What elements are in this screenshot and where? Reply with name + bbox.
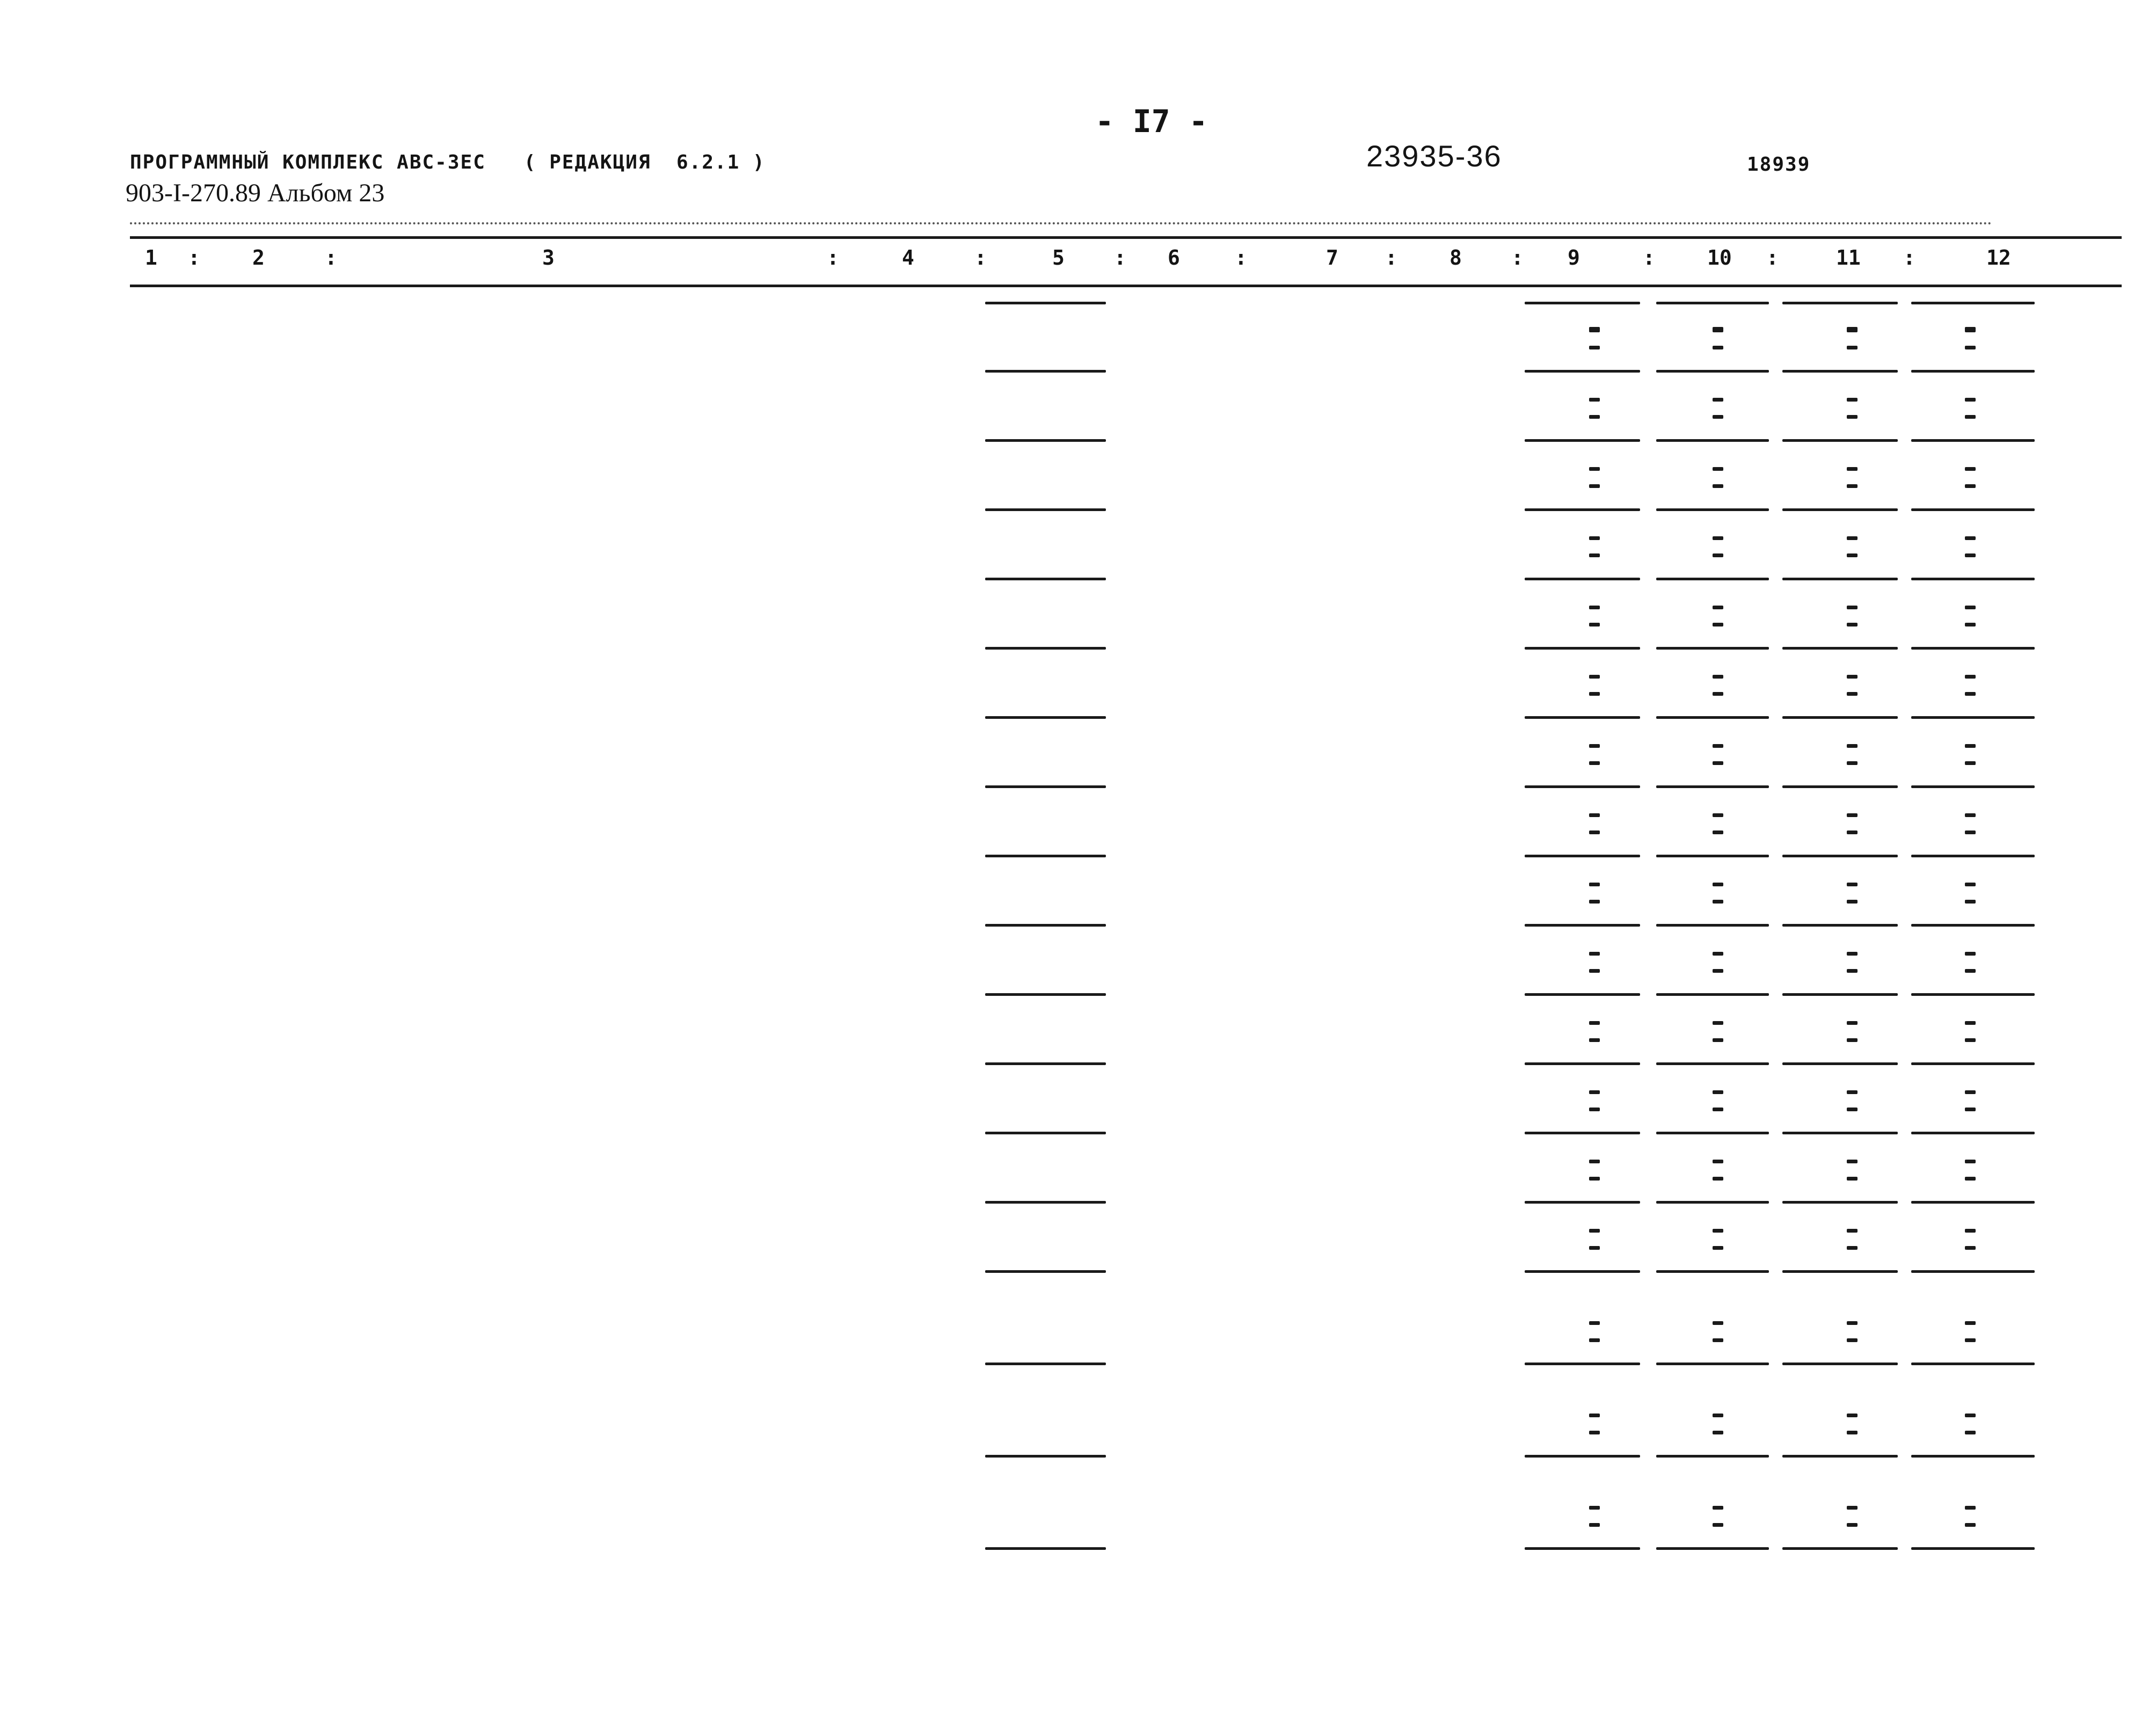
header-rule-top [130,236,2122,239]
col12-dash-u12 [1965,1177,1976,1181]
col11-rule [1782,1201,1898,1204]
col5-rule [985,1132,1106,1134]
col12-rule [1911,302,2035,304]
col12-dash-u6 [1965,761,1976,765]
col11-rule [1782,1363,1898,1365]
col5-rule [985,508,1106,511]
col11-dash-t1 [1847,398,1858,402]
col12-dash-u10 [1965,1038,1976,1042]
col10-rule [1656,1132,1769,1134]
col10-rule [1656,716,1769,719]
col11-rule [1782,647,1898,650]
col11-dash-u6 [1847,761,1858,765]
col9-dash-u4 [1589,623,1600,626]
col5-rule [985,924,1106,927]
column-separator: : [1903,246,1915,269]
col9-dash-t11 [1589,1090,1600,1094]
col9-dash-u8 [1589,900,1600,904]
col9-rule [1525,439,1640,442]
col5-rule [985,1363,1106,1365]
col10-dash-t11 [1713,1090,1723,1094]
col10-dash-u1 [1713,415,1723,419]
column-separator: : [188,246,200,269]
col9-rule [1525,924,1640,927]
col12-dash-u5 [1965,692,1976,696]
col9-dash-t10 [1589,1021,1600,1025]
col10-dash-t7 [1713,813,1723,817]
col12-dash-u16 [1965,1523,1976,1527]
column-separator: : [325,246,337,269]
col10-dash-t4 [1713,606,1723,609]
col12-dash-t1 [1965,398,1976,402]
col12-rule [1911,1132,2035,1134]
col10-dash-u14 [1713,1338,1723,1342]
col9-dash-u2 [1589,484,1600,488]
col12-rule [1911,578,2035,580]
col9-rule [1525,1201,1640,1204]
column-number-5: 5 [1052,246,1065,269]
column-separator: : [1766,246,1779,269]
col11-dash-u2 [1847,484,1858,488]
col9-dash-t6 [1589,744,1600,748]
col9-rule [1525,1363,1640,1365]
col9-rule [1525,578,1640,580]
col10-rule [1656,647,1769,650]
col10-dash-t3 [1713,536,1723,540]
col10-dash-t0 [1713,329,1723,332]
col12-rule [1911,716,2035,719]
col5-rule [985,439,1106,442]
col10-rule [1656,439,1769,442]
column-separator: : [1235,246,1247,269]
col12-rule [1911,1270,2035,1273]
col11-rule [1782,716,1898,719]
column-separator: : [1643,246,1655,269]
col10-rule [1656,993,1769,996]
col5-rule [985,1455,1106,1458]
col9-dash-u5 [1589,692,1600,696]
program-title: ПРОГРАММНЫЙ КОМПЛЕКС АВС-ЗЕС ( РЕДАКЦИЯ 6.2.1 ) [130,151,766,173]
col10-rule [1656,785,1769,788]
col11-dash-u16 [1847,1523,1858,1527]
col12-dash-u2 [1965,484,1976,488]
col10-rule [1656,1201,1769,1204]
col11-rule [1782,302,1898,304]
col5-rule [985,578,1106,580]
col9-rule [1525,716,1640,719]
col11-dash-u8 [1847,900,1858,904]
col10-dash-t2 [1713,467,1723,471]
sheet-code: 18939 [1747,154,1811,176]
column-separator: : [1511,246,1524,269]
col12-dash-u4 [1965,623,1976,626]
col11-dash-u5 [1847,692,1858,696]
column-number-6: 6 [1168,246,1180,269]
col12-dash-u8 [1965,900,1976,904]
col9-dash-t1 [1589,398,1600,402]
col9-rule [1525,785,1640,788]
column-number-2: 2 [252,246,265,269]
column-separator: : [974,246,987,269]
col11-dash-u3 [1847,553,1858,557]
col10-dash-u7 [1713,830,1723,834]
col11-dash-t2 [1847,467,1858,471]
col9-dash-t16 [1589,1506,1600,1510]
column-number-11: 11 [1836,246,1861,269]
col12-dash-u9 [1965,969,1976,973]
col10-dash-u16 [1713,1523,1723,1527]
col9-dash-t3 [1589,536,1600,540]
col9-dash-u16 [1589,1523,1600,1527]
col9-rule [1525,1132,1640,1134]
col10-rule [1656,302,1769,304]
col12-dash-u0 [1965,346,1976,349]
col11-dash-t5 [1847,675,1858,679]
col10-rule [1656,1547,1769,1550]
col11-rule [1782,1270,1898,1273]
col5-rule [985,1062,1106,1065]
col11-rule [1782,993,1898,996]
col11-dash-u1 [1847,415,1858,419]
col12-dash-t9 [1965,952,1976,956]
col11-rule [1782,924,1898,927]
header-dotted-line [130,222,1993,224]
col10-rule [1656,508,1769,511]
col12-dash-t8 [1965,883,1976,886]
col9-rule [1525,855,1640,857]
col11-rule [1782,439,1898,442]
col9-dash-t7 [1589,813,1600,817]
header-rule-bottom [130,285,2122,287]
col9-dash-u13 [1589,1246,1600,1250]
col10-dash-u0 [1713,346,1723,349]
col12-dash-t7 [1965,813,1976,817]
col12-dash-t0 [1965,329,1976,332]
col10-dash-t15 [1713,1414,1723,1417]
col10-dash-u4 [1713,623,1723,626]
col11-dash-t4 [1847,606,1858,609]
col11-dash-u15 [1847,1431,1858,1434]
col10-dash-u8 [1713,900,1723,904]
col12-dash-u3 [1965,553,1976,557]
col12-rule [1911,1201,2035,1204]
col11-rule [1782,370,1898,373]
col9-dash-u11 [1589,1108,1600,1111]
col10-dash-u6 [1713,761,1723,765]
col9-rule [1525,508,1640,511]
col12-rule [1911,439,2035,442]
col9-dash-u14 [1589,1338,1600,1342]
album-title: 903-I-270.89 Альбом 23 [126,179,385,207]
col11-dash-t10 [1847,1021,1858,1025]
column-number-9: 9 [1568,246,1580,269]
col10-dash-t5 [1713,675,1723,679]
col12-dash-u11 [1965,1108,1976,1111]
col11-dash-u4 [1847,623,1858,626]
col9-dash-u15 [1589,1431,1600,1434]
col12-dash-t2 [1965,467,1976,471]
column-number-3: 3 [542,246,555,269]
col9-dash-t5 [1589,675,1600,679]
col12-rule [1911,370,2035,373]
col9-dash-t14 [1589,1321,1600,1325]
col12-dash-t10 [1965,1021,1976,1025]
col12-rule [1911,647,2035,650]
col11-dash-t15 [1847,1414,1858,1417]
col11-rule [1782,508,1898,511]
col10-dash-u9 [1713,969,1723,973]
col9-dash-u6 [1589,761,1600,765]
col11-rule [1782,1062,1898,1065]
col10-rule [1656,855,1769,857]
col9-rule [1525,993,1640,996]
col5-rule [985,302,1106,304]
column-number-12: 12 [1986,246,2011,269]
col11-dash-u12 [1847,1177,1858,1181]
page-number: - I7 - [1095,103,1208,140]
col12-dash-t15 [1965,1414,1976,1417]
col10-rule [1656,924,1769,927]
col11-dash-u10 [1847,1038,1858,1042]
col11-dash-t13 [1847,1229,1858,1233]
col11-dash-u7 [1847,830,1858,834]
col12-rule [1911,785,2035,788]
col5-rule [985,716,1106,719]
col12-rule [1911,1363,2035,1365]
col9-dash-t4 [1589,606,1600,609]
col11-dash-t6 [1847,744,1858,748]
col5-rule [985,785,1106,788]
col9-dash-t0 [1589,329,1600,332]
col10-dash-t16 [1713,1506,1723,1510]
col10-dash-t6 [1713,744,1723,748]
col10-dash-t13 [1713,1229,1723,1233]
col9-dash-u1 [1589,415,1600,419]
col11-dash-t11 [1847,1090,1858,1094]
col9-rule [1525,302,1640,304]
col12-rule [1911,1455,2035,1458]
col9-rule [1525,370,1640,373]
col5-rule [985,1201,1106,1204]
column-number-7: 7 [1326,246,1338,269]
col11-rule [1782,785,1898,788]
col10-dash-u13 [1713,1246,1723,1250]
col5-rule [985,855,1106,857]
col9-dash-u12 [1589,1177,1600,1181]
col11-dash-t7 [1847,813,1858,817]
col10-dash-t14 [1713,1321,1723,1325]
col11-dash-t9 [1847,952,1858,956]
col11-rule [1782,1132,1898,1134]
col10-rule [1656,1270,1769,1273]
col10-dash-t10 [1713,1021,1723,1025]
col11-dash-t12 [1847,1160,1858,1163]
col9-dash-t9 [1589,952,1600,956]
col9-dash-u10 [1589,1038,1600,1042]
col11-dash-u9 [1847,969,1858,973]
column-number-10: 10 [1707,246,1732,269]
col5-rule [985,993,1106,996]
col10-dash-u10 [1713,1038,1723,1042]
col9-dash-u3 [1589,553,1600,557]
col12-dash-t3 [1965,536,1976,540]
col10-rule [1656,1363,1769,1365]
col9-rule [1525,1270,1640,1273]
col12-rule [1911,855,2035,857]
col5-rule [985,1270,1106,1273]
column-number-8: 8 [1450,246,1462,269]
col9-dash-t8 [1589,883,1600,886]
col12-dash-t5 [1965,675,1976,679]
col12-dash-u14 [1965,1338,1976,1342]
col11-rule [1782,855,1898,857]
col12-dash-t12 [1965,1160,1976,1163]
col12-rule [1911,1062,2035,1065]
col12-dash-t16 [1965,1506,1976,1510]
col10-dash-t1 [1713,398,1723,402]
col11-dash-u14 [1847,1338,1858,1342]
col11-dash-t3 [1847,536,1858,540]
col11-dash-t8 [1847,883,1858,886]
col9-rule [1525,1455,1640,1458]
col12-dash-t11 [1965,1090,1976,1094]
col5-rule [985,370,1106,373]
col11-rule [1782,1547,1898,1550]
col10-dash-u3 [1713,553,1723,557]
col9-rule [1525,1547,1640,1550]
col9-dash-u9 [1589,969,1600,973]
col5-rule [985,647,1106,650]
col11-rule [1782,1455,1898,1458]
col10-rule [1656,370,1769,373]
col10-dash-t9 [1713,952,1723,956]
col12-dash-u1 [1965,415,1976,419]
col9-dash-t12 [1589,1160,1600,1163]
col12-dash-t13 [1965,1229,1976,1233]
col9-dash-u7 [1589,830,1600,834]
col10-rule [1656,1062,1769,1065]
col12-rule [1911,508,2035,511]
col10-dash-u2 [1713,484,1723,488]
col11-dash-t16 [1847,1506,1858,1510]
col9-dash-t13 [1589,1229,1600,1233]
col12-rule [1911,993,2035,996]
column-separator: : [1114,246,1126,269]
column-separator: : [1385,246,1397,269]
col12-dash-t4 [1965,606,1976,609]
col11-dash-t0 [1847,329,1858,332]
col10-dash-u15 [1713,1431,1723,1434]
column-number-1: 1 [145,246,157,269]
col11-dash-t14 [1847,1321,1858,1325]
col12-rule [1911,924,2035,927]
col10-dash-u5 [1713,692,1723,696]
col9-dash-t2 [1589,467,1600,471]
col11-dash-u0 [1847,346,1858,349]
column-number-4: 4 [902,246,914,269]
col10-rule [1656,578,1769,580]
col12-dash-t14 [1965,1321,1976,1325]
col9-dash-u0 [1589,346,1600,349]
col12-dash-u15 [1965,1431,1976,1434]
document-code: 23935-36 [1366,139,1502,173]
col10-dash-t12 [1713,1160,1723,1163]
col12-rule [1911,1547,2035,1550]
col9-rule [1525,1062,1640,1065]
col9-dash-t15 [1589,1414,1600,1417]
col5-rule [985,1547,1106,1550]
col12-dash-u7 [1965,830,1976,834]
column-separator: : [827,246,839,269]
col10-dash-u11 [1713,1108,1723,1111]
col11-rule [1782,578,1898,580]
col9-rule [1525,647,1640,650]
col12-dash-u13 [1965,1246,1976,1250]
col11-dash-u13 [1847,1246,1858,1250]
col10-dash-t8 [1713,883,1723,886]
col10-rule [1656,1455,1769,1458]
col12-dash-t6 [1965,744,1976,748]
col11-dash-u11 [1847,1108,1858,1111]
col10-dash-u12 [1713,1177,1723,1181]
